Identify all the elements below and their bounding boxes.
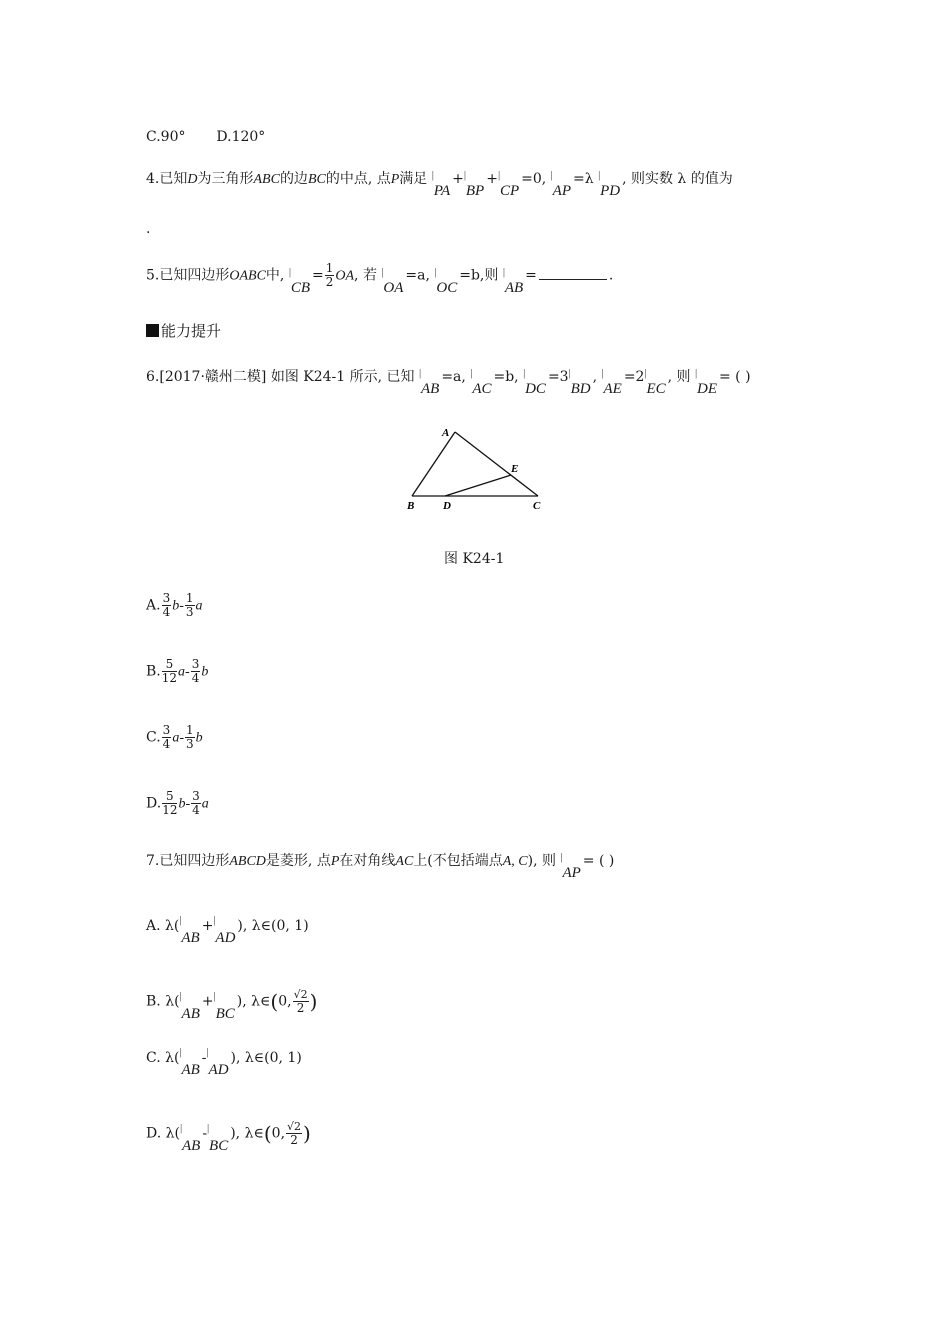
operator: -: [202, 1125, 208, 1142]
lambda: λ: [165, 918, 174, 934]
q6-source: [2017·赣州二模]: [159, 369, 267, 385]
q7-var-abcd: ABCD: [229, 854, 266, 869]
fraction: [191, 658, 201, 685]
q4-var-abc: ABC: [253, 172, 280, 187]
lambda-range: λ∈(0, 1): [244, 1050, 302, 1066]
open-paren: (: [270, 989, 279, 1014]
q5-period: .: [608, 267, 614, 284]
frac-den: 4: [162, 605, 171, 619]
figure-caption: 图 K24-1: [444, 551, 505, 567]
option-term: b: [201, 664, 209, 680]
q6-option-b[interactable]: [146, 658, 208, 685]
close-paren: ): [303, 1121, 311, 1146]
q7-text: 是菱形, 点: [265, 853, 331, 869]
q4-eq: =0,: [521, 171, 547, 187]
q3-options: [146, 128, 265, 146]
q6-number: 6.: [146, 369, 160, 385]
q6-eq-2: =2: [623, 369, 645, 385]
option-term: b-: [178, 796, 191, 812]
q5-var-oabc: OABC: [229, 268, 266, 284]
frac-num: 5: [162, 658, 177, 672]
question-5: [146, 261, 614, 296]
q6-eq-b: =b,: [493, 369, 519, 385]
frac-den: 3: [185, 737, 194, 751]
frac-den: 2: [325, 275, 334, 289]
q5-number: 5.: [146, 267, 160, 284]
frac-den: 12: [162, 803, 178, 817]
vector-oc: | OC: [436, 279, 457, 297]
vector-de: | DE: [697, 380, 717, 398]
q4-number: 4.: [146, 171, 160, 187]
q4-answer-dot: .: [146, 221, 151, 237]
question-7: [146, 852, 615, 881]
section-title: 能力提升: [161, 322, 222, 340]
fraction: [191, 790, 201, 817]
q6-comma: ,: [592, 369, 598, 385]
vector-pd: | PD: [600, 182, 620, 200]
range-zero: 0,: [271, 1125, 286, 1142]
q7-text: 已知四边形: [159, 853, 230, 869]
q4-text: 满足: [399, 171, 428, 187]
q5-eq-b: =b,: [459, 267, 485, 284]
frac-num: √2: [293, 988, 308, 1001]
answer-paren[interactable]: ( ): [598, 853, 615, 869]
q3-option-d: D.120°: [216, 129, 266, 145]
q7-option-c[interactable]: C. λ(| AB-| AD), λ∈(0, 1): [146, 1050, 302, 1067]
option-term: a-: [172, 730, 184, 746]
q6-eq-3: =3: [547, 369, 569, 385]
frac-num: 3: [191, 657, 200, 671]
q5-text: 中,: [265, 267, 285, 284]
fraction-sqrt2-over-2: [286, 1120, 302, 1147]
vector-oa: | OA: [383, 279, 403, 297]
vector-ad: | AD: [215, 930, 235, 947]
vector-ab: | AB: [421, 380, 439, 398]
vector-ab: | AB: [181, 1062, 199, 1079]
vector-ec: | EC: [646, 380, 665, 398]
q4-text: 为三角形: [197, 171, 254, 187]
q7-var-p: P: [330, 854, 340, 869]
operator: +: [201, 918, 214, 934]
option-label: B.: [146, 663, 161, 680]
lambda-range: λ∈: [244, 1125, 264, 1142]
q7-text: 在对角线: [339, 853, 396, 869]
vector-ab: | AB: [182, 1138, 200, 1155]
frac-num: 5: [162, 790, 177, 804]
vector-ab: | AB: [505, 279, 523, 297]
q5-text: 已知四边形: [159, 267, 230, 284]
option-term: a: [201, 796, 209, 812]
side-ac: [455, 432, 538, 496]
q4-text: 已知: [159, 171, 188, 187]
lambda: λ: [165, 1125, 175, 1142]
vector-ab: | AB: [182, 1006, 200, 1023]
frac-den: 4: [192, 803, 200, 817]
vector-ac: | AC: [472, 380, 491, 398]
q7-option-b[interactable]: B. λ(| AB+| BC), λ∈(0, $\frac{√2}{2}$ ): [146, 988, 317, 1015]
label-b: B: [407, 500, 415, 512]
fraction-half: [325, 262, 335, 289]
option-label: A.: [146, 918, 161, 934]
option-label: C.: [146, 1050, 161, 1066]
q7-eq: =: [582, 853, 595, 869]
q6-option-c[interactable]: [146, 724, 203, 751]
vector-pa: | PA: [434, 182, 450, 200]
vector-bd: | BD: [571, 380, 591, 398]
fraction: [162, 658, 177, 685]
frac-den: 4: [191, 671, 200, 685]
label-c: C: [533, 500, 541, 512]
q6-text: , 则: [667, 369, 691, 385]
lambda: λ: [165, 1050, 174, 1066]
option-label: C.: [146, 729, 161, 746]
frac-num: 3: [162, 723, 171, 737]
q6-text: 如图 K24-1 所示, 已知: [270, 369, 415, 385]
q6-eq-a: =a,: [441, 369, 466, 385]
frac-num: √2: [287, 1120, 302, 1133]
close-paren: ): [309, 989, 318, 1014]
q7-endpoints: A, C: [502, 854, 528, 869]
q6-eq: =: [718, 369, 731, 385]
fraction: [162, 724, 172, 751]
vector-ad: | AD: [209, 1062, 229, 1079]
fraction-sqrt2-over-2: [293, 988, 309, 1015]
vector-bc: | BC: [216, 1006, 235, 1023]
segment-de: [445, 475, 511, 496]
vector-dc: | DC: [525, 380, 546, 398]
option-label: D.: [146, 795, 162, 812]
fraction: [162, 790, 177, 817]
q4-var-bc: BC: [307, 172, 326, 187]
vector-ap: | AP: [562, 864, 580, 882]
q6-option-d[interactable]: [146, 790, 209, 817]
q5-text: 则: [484, 267, 499, 284]
open-paren: (: [263, 1121, 272, 1146]
option-term: a: [195, 598, 203, 614]
q7-var-ac: AC: [395, 854, 414, 869]
vector-ae: | AE: [603, 380, 621, 398]
q5-eq: =: [312, 267, 324, 284]
frac-den: 12: [161, 671, 178, 685]
frac-num: 3: [162, 591, 171, 605]
q4-var-p: P: [390, 172, 400, 187]
vector-ap: | AP: [553, 182, 571, 200]
frac-num: 1: [185, 591, 194, 605]
option-label: B.: [146, 993, 161, 1010]
q4-eq-lambda: =λ: [573, 171, 594, 187]
vector-bc: | BC: [209, 1138, 228, 1155]
answer-blank[interactable]: [539, 267, 607, 280]
fraction: [185, 592, 195, 619]
frac-num: 1: [185, 723, 194, 737]
triangle-figure: [400, 420, 550, 520]
question-6: [146, 368, 751, 397]
lambda-range: λ∈: [251, 993, 271, 1010]
q7-text: ), 则: [527, 853, 557, 869]
q5-oa: OA: [335, 268, 355, 284]
q5-eq: =: [525, 267, 537, 284]
q7-number: 7.: [146, 853, 160, 869]
vector-ab: | AB: [181, 930, 199, 947]
lambda: λ: [165, 993, 175, 1010]
frac-num: 3: [192, 789, 200, 803]
q3-option-c: C.90°: [146, 129, 186, 145]
option-term: a-: [178, 664, 190, 680]
label-d: D: [443, 500, 451, 512]
operator: -: [201, 1050, 207, 1066]
q7-option-d[interactable]: D. λ(| AB-| BC), λ∈(0, $\frac{√2}{2}$ ): [146, 1120, 311, 1147]
label-a: A: [442, 427, 450, 439]
vector-bp: | BP: [466, 182, 484, 200]
option-label: D.: [146, 1125, 162, 1142]
q7-text: 上(不包括端点: [413, 853, 503, 869]
label-e: E: [511, 463, 519, 475]
option-term: b-: [172, 598, 184, 614]
frac-den: 2: [296, 1001, 305, 1015]
q4-text: 的中点, 点: [325, 171, 391, 187]
section-header: [146, 320, 221, 341]
q5-text: , 若: [354, 267, 377, 284]
q4-var-d: D: [187, 172, 198, 187]
fraction: [162, 592, 172, 619]
fraction: [185, 724, 195, 751]
frac-den: 4: [162, 737, 171, 751]
range-zero: 0,: [278, 993, 292, 1010]
square-bullet-icon: [146, 324, 159, 337]
q5-eq-a: =a,: [405, 267, 430, 284]
q6-option-a[interactable]: [146, 592, 203, 619]
q4-text: 的边: [279, 171, 308, 187]
lambda-range: λ∈(0, 1): [251, 918, 309, 934]
operator: +: [201, 993, 214, 1010]
q4-tail: , 则实数 λ 的值为: [622, 171, 733, 187]
frac-den: 2: [290, 1133, 298, 1147]
side-ab: [412, 432, 455, 496]
question-4: 4.已知D为三角形ABC的边BC的中点, 点P满足 | PA+| BP+| CP=0, | AP=λ | PD, 则实数 λ 的值为: [146, 170, 733, 189]
vector-cp: | CP: [500, 182, 519, 200]
q7-option-a[interactable]: A. λ(| AB+| AD), λ∈(0, 1): [146, 918, 309, 935]
frac-num: 1: [325, 261, 334, 275]
frac-den: 3: [185, 605, 194, 619]
answer-paren[interactable]: ( ): [735, 369, 751, 385]
option-term: b: [195, 730, 203, 746]
option-label: A.: [146, 597, 161, 614]
vector-cb: | CB: [291, 279, 310, 297]
